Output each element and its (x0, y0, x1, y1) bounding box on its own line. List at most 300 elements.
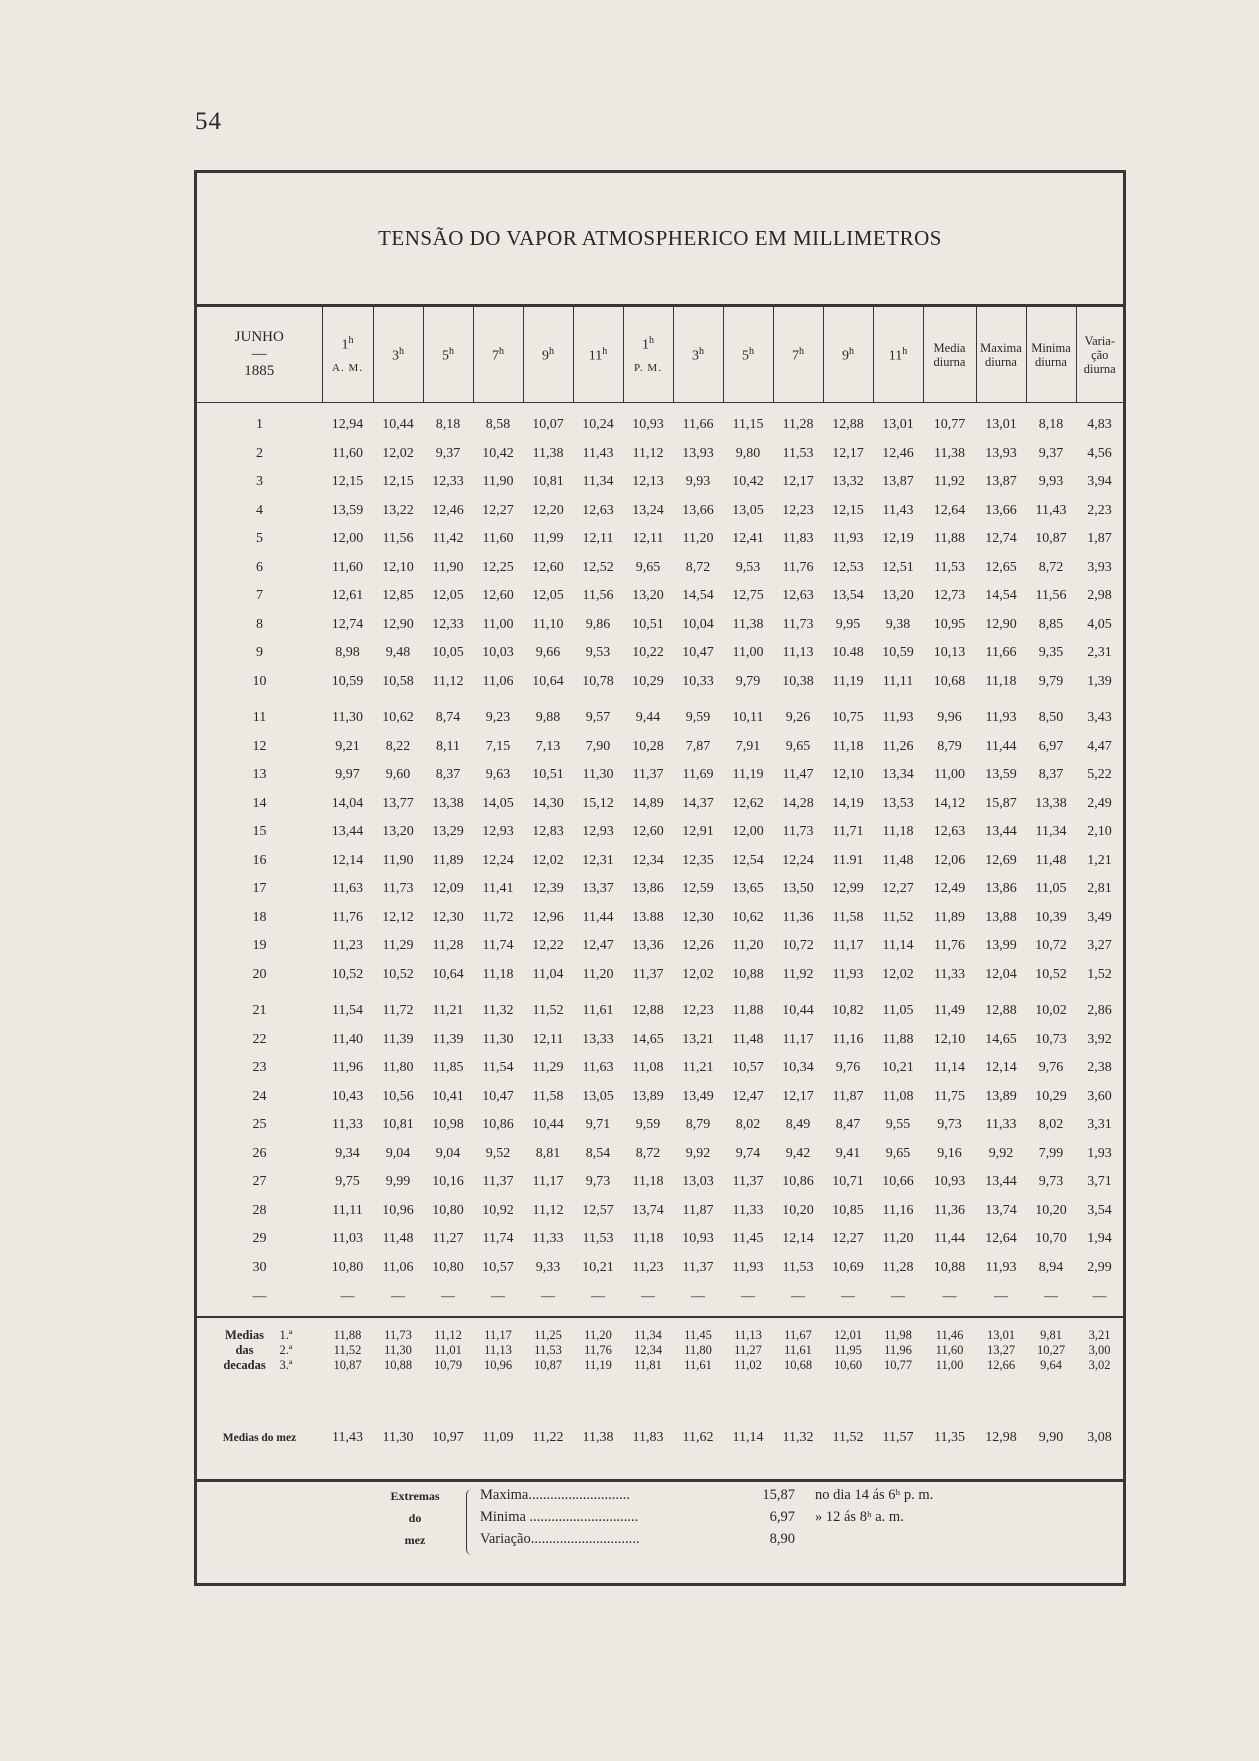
value-cell: 9,73 (585, 1174, 611, 1190)
value-cell: 10,86 (782, 1174, 814, 1190)
value-cell: 12,47 (732, 1088, 764, 1104)
value-cell: 11,69 (682, 767, 714, 783)
value-cell: 5,22 (1087, 767, 1112, 783)
value-cell: 11,19 (732, 767, 764, 783)
dash-cell: — (1044, 1289, 1058, 1304)
value-cell: 9,44 (635, 710, 661, 726)
value-cell: 11,44 (985, 738, 1017, 754)
value-cell: 11,74 (482, 1231, 514, 1247)
decade-value: 11,30 (384, 1343, 412, 1357)
table-row (197, 525, 1123, 554)
day-cell: 9 (256, 645, 263, 661)
value-cell: 11,18 (882, 824, 914, 840)
decade-value: 11,52 (333, 1343, 362, 1357)
value-cell: 13,99 (985, 938, 1017, 954)
hour-header (823, 307, 873, 403)
value-cell: 13,74 (985, 1202, 1017, 1218)
value-cell: 12,69 (985, 852, 1017, 868)
value-cell: 12,85 (382, 588, 414, 604)
decade-value: 11,67 (784, 1328, 812, 1342)
value-cell: 11,34 (1035, 824, 1067, 840)
value-cell: 11,90 (432, 559, 464, 575)
value-cell: 10,80 (331, 1259, 364, 1275)
value-cell: 9,04 (385, 1145, 411, 1161)
value-cell: 2,86 (1087, 1003, 1112, 1019)
value-cell: 12,60 (632, 824, 664, 840)
decade-value: 10,96 (483, 1358, 513, 1372)
value-cell: 12,74 (985, 531, 1017, 547)
value-cell: 11,73 (782, 824, 814, 840)
extreme-value: 15,87 (762, 1487, 795, 1503)
value-cell: 8,79 (937, 738, 962, 754)
value-cell: 12,49 (933, 881, 966, 897)
decade-value: 11,95 (834, 1343, 862, 1357)
value-cell: 11,16 (882, 1202, 914, 1218)
day-cell: 12 (252, 738, 267, 754)
value-cell: 3,92 (1087, 1031, 1112, 1047)
value-cell: 8,79 (685, 1117, 711, 1133)
value-cell: 9,57 (585, 710, 611, 726)
value-cell: 10,77 (933, 417, 966, 433)
decade-value: 10,87 (533, 1358, 563, 1372)
value-cell: 14,89 (632, 795, 664, 811)
value-cell: 10,57 (482, 1259, 514, 1275)
hour-header (773, 307, 823, 403)
value-cell: 10,52 (331, 966, 364, 982)
value-cell: 3,93 (1087, 559, 1112, 575)
value-cell: 11,53 (582, 1231, 614, 1247)
value-cell: 13,88 (985, 909, 1017, 925)
hour-number: 3 (392, 348, 399, 364)
value-cell: 13,20 (382, 824, 414, 840)
value-cell: 11,76 (332, 909, 363, 925)
value-cell: 11,52 (532, 1003, 564, 1019)
hour-number: 9 (842, 348, 849, 364)
value-cell: 14,12 (933, 795, 966, 811)
day-cell: 4 (256, 502, 263, 518)
value-cell: 12,25 (482, 559, 514, 575)
value-cell: 12,35 (682, 852, 714, 868)
value-cell: 1,93 (1087, 1145, 1112, 1161)
value-cell: 10,22 (632, 645, 664, 661)
value-cell: 11,20 (582, 966, 614, 982)
value-cell: 12,24 (482, 852, 514, 868)
value-cell: 9,48 (385, 645, 411, 661)
value-cell: 10,73 (1035, 1031, 1067, 1047)
decade-value: 11,12 (434, 1328, 462, 1342)
table-row (197, 582, 1123, 611)
decade-value: 11,27 (734, 1343, 762, 1357)
dash-cell: — (942, 1289, 957, 1304)
value-cell: 13,24 (632, 502, 664, 518)
value-cell: 13,20 (632, 588, 664, 604)
dash-cell: — (841, 1289, 855, 1304)
value-cell: 9,93 (1038, 474, 1064, 490)
value-cell: 11,17 (782, 1031, 814, 1047)
value-cell: 2,98 (1087, 588, 1112, 604)
value-cell: 12,88 (832, 417, 864, 433)
extreme-minima (480, 1509, 1060, 1531)
maxima-header-line: diurna (985, 354, 1017, 369)
value-cell: 9,73 (937, 1117, 962, 1133)
value-cell: 11,44 (582, 909, 614, 925)
value-cell: 11,85 (432, 1060, 464, 1076)
extreme-name: Minima .............................. (480, 1509, 639, 1525)
hour-number: 11 (888, 348, 903, 364)
table-row (197, 497, 1123, 526)
value-cell: 10,04 (682, 616, 714, 632)
value-cell: 11,42 (432, 531, 464, 547)
value-cell: 9,38 (885, 616, 911, 632)
value-cell: 12,62 (732, 795, 764, 811)
hour-suffix: h (348, 335, 354, 347)
extremes-brace (466, 1489, 477, 1555)
value-cell: 11,11 (332, 1202, 363, 1218)
value-cell: 10,71 (832, 1174, 864, 1190)
value-cell: 10,21 (882, 1060, 914, 1076)
value-cell: 13,50 (782, 881, 814, 897)
value-cell: 11,58 (532, 1088, 564, 1104)
month-label: JUNHO (234, 329, 284, 345)
value-cell: 12,65 (985, 559, 1017, 575)
value-cell: 11,54 (482, 1060, 514, 1076)
day-cell: 26 (252, 1145, 267, 1161)
value-cell: 9,75 (335, 1174, 360, 1190)
value-cell: 12,23 (682, 1003, 714, 1019)
value-cell: 11,48 (1035, 852, 1067, 868)
value-cell: 13,93 (985, 445, 1017, 461)
value-cell: 12,51 (882, 559, 914, 575)
value-cell: 13.88 (632, 909, 664, 925)
decade-number: 3.ª (279, 1358, 293, 1372)
value-cell: 12,15 (331, 474, 364, 490)
value-cell: 12,74 (331, 616, 364, 632)
value-cell: 13,66 (985, 502, 1017, 518)
value-cell: 10,59 (882, 645, 914, 661)
value-cell: 11,36 (934, 1202, 965, 1218)
bottom-border (194, 1583, 1126, 1586)
dash-cell: — (340, 1289, 355, 1304)
value-cell: 12,30 (432, 909, 464, 925)
decade-value: 11,46 (935, 1328, 964, 1342)
value-cell: 11,20 (882, 1231, 914, 1247)
value-cell: 9,04 (435, 1145, 461, 1161)
value-cell: 9,65 (635, 559, 661, 575)
day-cell: 27 (252, 1174, 267, 1190)
value-cell: 12,30 (682, 909, 714, 925)
value-cell: 11,48 (882, 852, 914, 868)
decade-value: 11,88 (333, 1328, 362, 1342)
value-cell: 12,90 (382, 616, 414, 632)
value-cell: 9,37 (435, 445, 461, 461)
value-cell: 11,54 (332, 1003, 363, 1019)
day-cell: 21 (252, 1003, 267, 1019)
value-cell: 11,66 (682, 417, 714, 433)
dash-cell: — (1092, 1289, 1107, 1304)
hour-header (473, 307, 523, 403)
hour-header (373, 307, 423, 403)
value-cell: 11,33 (332, 1117, 363, 1133)
value-cell: 11,37 (482, 1174, 514, 1190)
value-cell: 12,17 (782, 474, 814, 490)
value-cell: 9,52 (485, 1145, 511, 1161)
decade-label: Medias (225, 1328, 264, 1342)
hour-header (873, 307, 923, 403)
extreme-value: 8,90 (769, 1531, 795, 1547)
decade-value: 3,02 (1088, 1358, 1111, 1372)
month-mean-value: 3,08 (1087, 1430, 1112, 1445)
table-row (197, 932, 1123, 961)
value-cell: 12,54 (732, 852, 764, 868)
value-cell: 11,63 (582, 1060, 614, 1076)
decade-value: 10,68 (783, 1358, 813, 1372)
maxima-header-line: Maxima (980, 340, 1022, 355)
value-cell: 11,83 (782, 531, 814, 547)
value-cell: 9,65 (785, 738, 811, 754)
value-cell: 2,38 (1087, 1060, 1112, 1076)
table-row (197, 1140, 1123, 1169)
value-cell: 3,27 (1087, 938, 1112, 954)
value-cell: 3,49 (1087, 909, 1112, 925)
day-cell: 29 (252, 1231, 267, 1247)
day-cell: 1 (256, 417, 263, 433)
table-row (197, 1197, 1123, 1226)
value-cell: 11,32 (482, 1003, 514, 1019)
hour-suffix: h (902, 346, 908, 358)
hour-number: 9 (542, 348, 549, 364)
value-cell: 11,88 (732, 1003, 764, 1019)
value-cell: 11,12 (532, 1202, 564, 1218)
value-cell: 12,88 (632, 1003, 664, 1019)
value-cell: 11,43 (882, 502, 914, 518)
value-cell: 12,99 (832, 881, 864, 897)
value-cell: 11,06 (482, 673, 514, 689)
decade-value: 9,81 (1040, 1328, 1062, 1342)
value-cell: 12,02 (882, 966, 914, 982)
value-cell: 12,02 (532, 852, 564, 868)
value-cell: 12,12 (382, 909, 414, 925)
value-cell: 9,21 (335, 738, 360, 754)
value-cell: 14,54 (985, 588, 1017, 604)
value-cell: 11,23 (632, 1259, 664, 1275)
decade-value: 10,88 (383, 1358, 413, 1372)
hour-header (673, 307, 723, 403)
extremes-label-3: mez (404, 1533, 426, 1547)
value-cell: 12,22 (532, 938, 564, 954)
value-cell: 10,81 (532, 474, 564, 490)
table-row (197, 989, 1123, 1026)
value-cell: 11,76 (934, 938, 965, 954)
value-cell: 12,63 (933, 824, 966, 840)
value-cell: 10,88 (933, 1259, 966, 1275)
value-cell: 13,93 (682, 445, 714, 461)
hour-suffix: h (799, 346, 804, 358)
value-cell: 14,65 (985, 1031, 1017, 1047)
value-cell: 11,37 (732, 1174, 764, 1190)
dash-row (197, 1282, 1123, 1312)
value-cell: 11,93 (882, 710, 914, 726)
value-cell: 7,90 (585, 738, 611, 754)
value-cell: 10,13 (933, 645, 966, 661)
value-cell: 4,05 (1087, 616, 1112, 632)
value-cell: 1,87 (1087, 531, 1112, 547)
value-cell: 12,02 (382, 445, 414, 461)
value-cell: 11,88 (882, 1031, 914, 1047)
value-cell: 13,87 (985, 474, 1017, 490)
day-cell: 7 (256, 588, 263, 604)
value-cell: 10,96 (382, 1202, 414, 1218)
value-cell: 10,16 (432, 1174, 464, 1190)
value-cell: 12,96 (532, 909, 564, 925)
value-cell: 11.91 (832, 852, 864, 868)
value-cell: 12,60 (532, 559, 564, 575)
value-cell: 14,04 (331, 795, 364, 811)
value-cell: 11,96 (332, 1060, 363, 1076)
value-cell: 9,53 (735, 559, 761, 575)
value-cell: 11,12 (632, 445, 664, 461)
value-cell: 14,30 (532, 795, 564, 811)
maxima-header (976, 307, 1026, 403)
value-cell: 12,46 (882, 445, 914, 461)
decade-label-cell (197, 1358, 322, 1373)
hour-header (423, 307, 473, 403)
dash-cell: — (541, 1289, 555, 1304)
value-cell: 9,59 (685, 710, 711, 726)
decade-value: 10,77 (883, 1358, 913, 1372)
table-row (197, 403, 1123, 440)
value-cell: 4,47 (1087, 738, 1112, 754)
value-cell: 1,52 (1087, 966, 1112, 982)
month-mean-value: 11,43 (332, 1430, 363, 1445)
month-mean-row (197, 1373, 1123, 1473)
value-cell: 12,88 (985, 1003, 1017, 1019)
vapor-tension-table (197, 307, 1123, 1473)
value-cell: 10,62 (382, 710, 414, 726)
value-cell: 1,39 (1087, 673, 1112, 689)
value-cell: 10,88 (732, 966, 764, 982)
value-cell: 12,63 (582, 502, 614, 518)
value-cell: 11,93 (985, 1259, 1017, 1275)
hour-header (623, 307, 673, 403)
value-cell: 11,33 (934, 966, 965, 982)
month-mean-value: 9,90 (1038, 1430, 1064, 1445)
value-cell: 11,06 (382, 1259, 414, 1275)
table-row (197, 733, 1123, 762)
value-cell: 9,71 (585, 1117, 611, 1133)
value-cell: 7,91 (735, 738, 761, 754)
decade-divider (197, 1316, 1123, 1318)
value-cell: 3,94 (1087, 474, 1112, 490)
value-cell: 11,08 (882, 1088, 914, 1104)
decade-value: 11,61 (684, 1358, 712, 1372)
value-cell: 9,59 (635, 1117, 661, 1133)
value-cell: 11,30 (332, 710, 363, 726)
value-cell: 13,53 (882, 795, 914, 811)
value-cell: 10,29 (632, 673, 664, 689)
hour-header (573, 307, 623, 403)
value-cell: 11,89 (934, 909, 965, 925)
value-cell: 10,07 (532, 417, 564, 433)
value-cell: 11,11 (882, 673, 914, 689)
decade-number: 1.ª (279, 1328, 293, 1342)
value-cell: 9,34 (335, 1145, 360, 1161)
value-cell: 11,00 (482, 616, 514, 632)
value-cell: 10,21 (582, 1259, 614, 1275)
minima-header (1026, 307, 1076, 403)
value-cell: 13,21 (682, 1031, 714, 1047)
value-cell: 12,17 (782, 1088, 814, 1104)
value-cell: 10,81 (382, 1117, 414, 1133)
value-cell: 13,86 (985, 881, 1017, 897)
dash-cell: — (441, 1289, 455, 1304)
value-cell: 10,11 (732, 710, 764, 726)
value-cell: 11,03 (332, 1231, 363, 1247)
decade-value: 3,21 (1088, 1328, 1111, 1342)
table-row (197, 1054, 1123, 1083)
value-cell: 10,43 (331, 1088, 364, 1104)
value-cell: 8,98 (335, 645, 360, 661)
value-cell: 8,47 (835, 1117, 861, 1133)
value-cell: 12,90 (985, 616, 1017, 632)
value-cell: 10,33 (682, 673, 714, 689)
value-cell: 11,40 (332, 1031, 363, 1047)
month-mean-divider (197, 1479, 1123, 1482)
hour-suffix: h (499, 346, 504, 358)
value-cell: 11,75 (934, 1088, 965, 1104)
hour-number: 3 (692, 348, 699, 364)
table-row (197, 961, 1123, 990)
value-cell: 10,93 (933, 1174, 966, 1190)
value-cell: 10,44 (382, 417, 414, 433)
decade-value: 12,01 (833, 1328, 863, 1342)
table-row (197, 875, 1123, 904)
value-cell: 12,10 (933, 1031, 966, 1047)
value-cell: 9,97 (335, 767, 360, 783)
day-cell: 24 (252, 1088, 267, 1104)
value-cell: 3,31 (1087, 1117, 1112, 1133)
value-cell: 11,00 (934, 767, 965, 783)
value-cell: 2,49 (1087, 795, 1112, 811)
dash-cell: — (491, 1289, 505, 1304)
value-cell: 12,04 (985, 966, 1017, 982)
value-cell: 10,41 (432, 1088, 464, 1104)
value-cell: 10,80 (432, 1259, 464, 1275)
month-mean-value: 11,62 (682, 1430, 714, 1445)
value-cell: 13,01 (985, 417, 1017, 433)
value-cell: 10,64 (532, 673, 564, 689)
value-cell: 9,60 (385, 767, 411, 783)
table-row (197, 761, 1123, 790)
value-cell: 11,56 (382, 531, 414, 547)
value-cell: 11,18 (482, 966, 514, 982)
dash-cell: — (691, 1289, 705, 1304)
value-cell: 9,53 (585, 645, 611, 661)
value-cell: 11,43 (1035, 502, 1067, 518)
day-cell: 17 (252, 881, 267, 897)
value-cell: 14,65 (632, 1031, 664, 1047)
decade-value: 10,87 (333, 1358, 362, 1372)
variacao-header-line: Varia- (1084, 333, 1116, 348)
month-mean-value: 11,83 (632, 1430, 664, 1445)
value-cell: 6,97 (1038, 738, 1064, 754)
value-cell: 10,44 (532, 1117, 564, 1133)
value-cell: 11,80 (382, 1060, 414, 1076)
value-cell: 3,71 (1087, 1174, 1112, 1190)
value-cell: 9,86 (585, 616, 611, 632)
value-cell: 11,23 (332, 938, 363, 954)
value-cell: 10,28 (632, 738, 664, 754)
value-cell: 8,81 (535, 1145, 561, 1161)
